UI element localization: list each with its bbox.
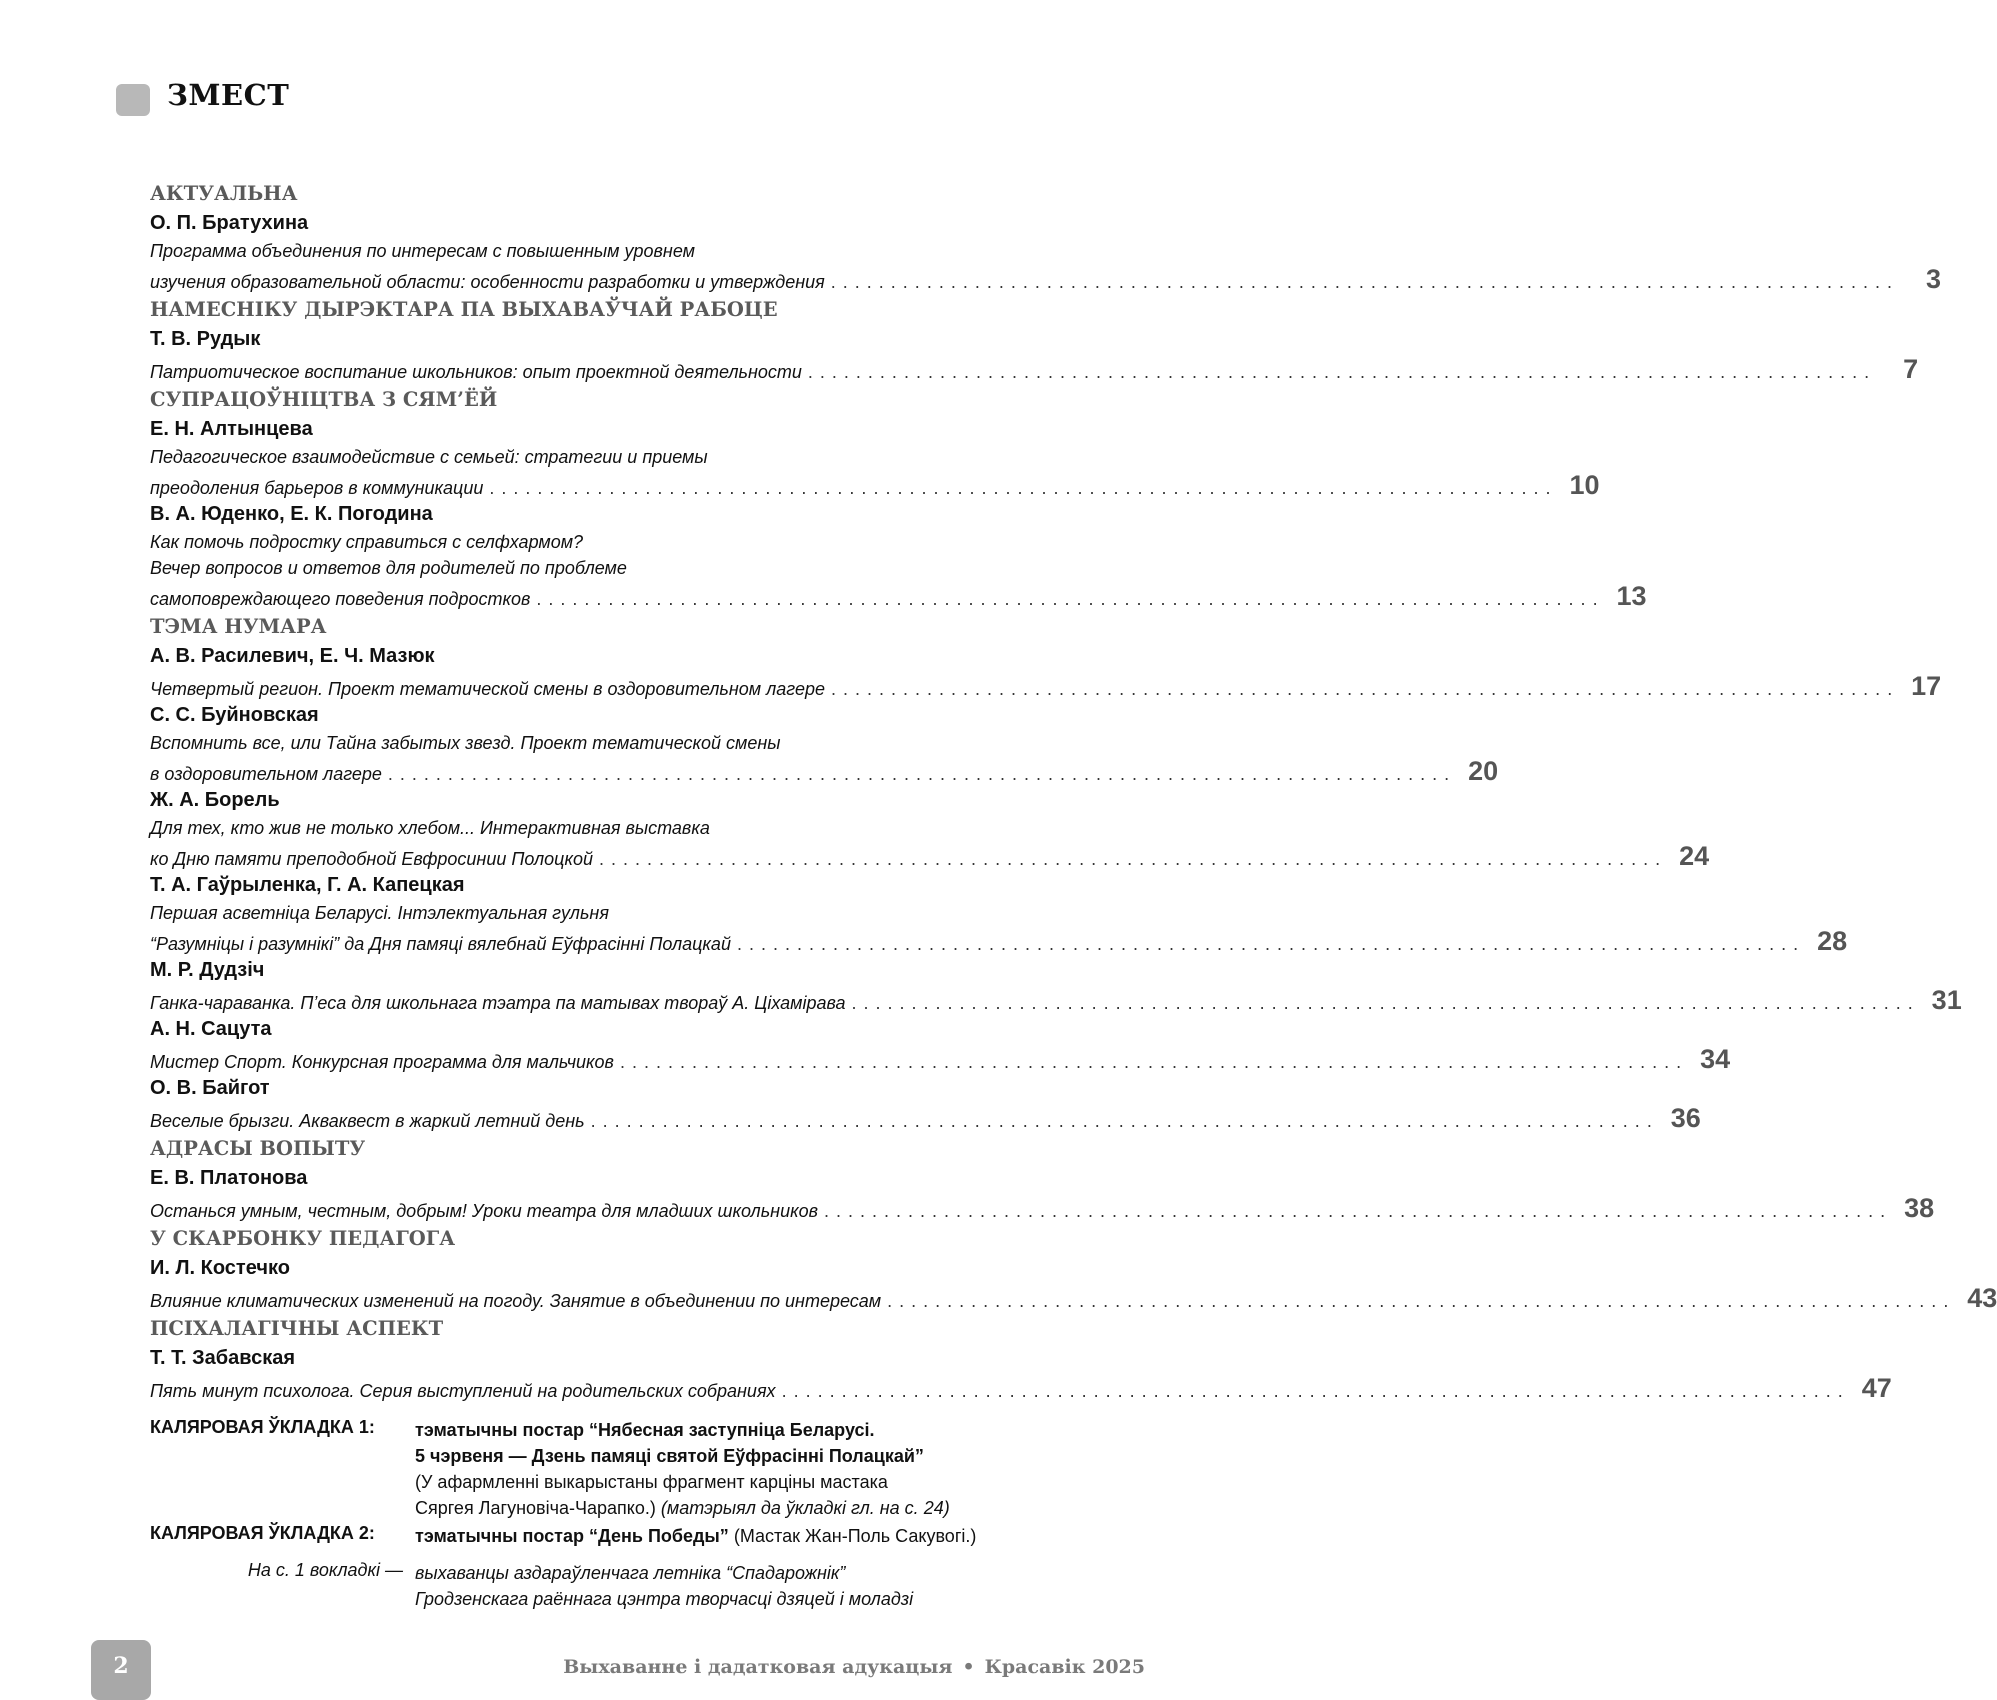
toc-entry-title-line — [150, 841, 1710, 871]
toc-entry-title-line: Вечер вопросов и ответов для родителей по проблеме — [150, 558, 627, 578]
toc-entry-page-number: 34 — [1700, 1044, 1731, 1074]
toc-entry — [150, 1254, 1997, 1313]
toc-entry-page-number: 47 — [1861, 1373, 1892, 1403]
dot-leader: . . . . . . . . . . . . . . . . . . . . . . . . . . . . . . . . . . . . . . . . . . . . . . . . . . . . . . . . . . . . . . . . . . . . . . . . . . . . . . . . . . . . . . . . . — [851, 993, 1914, 1013]
toc-section-heading: НАМЕСНІКУ ДЫРЭКТАРА ПА ВЫХАВАЎЧАЙ РАБОЦЕ — [150, 298, 778, 321]
toc-entry-title-line: Педагогическое взаимодействие с семьей: стратегии и приемы — [150, 447, 708, 467]
toc-entry-title-line — [150, 354, 1919, 384]
toc-entry-author: О. В. Байгот — [150, 1077, 270, 1099]
toc-entry-title-line: Першая асветніца Беларусі. Інтэлектуальная гульня — [150, 903, 609, 923]
toc-section-heading: ТЭМА НУМАРА — [150, 615, 327, 638]
toc-entry-author: О. П. Братухина — [150, 212, 309, 234]
toc-entry-title-line — [150, 1103, 1701, 1133]
color-insert-1-line — [415, 1495, 1140, 1521]
toc-entry — [150, 500, 1647, 611]
toc-entry-title-line: Как помочь подростку справиться с селфхармом? — [150, 532, 584, 552]
toc-entry-title-line: Для тех, кто жив не только хлебом... Интерактивная выставка — [150, 818, 710, 838]
dot-leader: . . . . . . . . . . . . . . . . . . . . . . . . . . . . . . . . . . . . . . . . . . . . . . . . . . . . . . . . . . . . . . . . . . . . . . . . . . . . . . . . . . . . . . . . . — [489, 478, 1552, 498]
dot-leader: . . . . . . . . . . . . . . . . . . . . . . . . . . . . . . . . . . . . . . . . . . . . . . . . . . . . . . . . . . . . . . . . . . . . . . . . . . . . . . . . . . . . . . . . . — [830, 272, 1893, 292]
color-insert-1-credit: Сяргея Лагуновіча-Чарапко.) — [415, 1498, 656, 1518]
toc-entry — [150, 1015, 1731, 1074]
color-insert-2 — [150, 1523, 1140, 1549]
toc-entry-title-line — [150, 671, 1942, 701]
toc-entry-page-number: 31 — [1931, 985, 1962, 1015]
toc-entry — [150, 871, 1848, 956]
color-insert-1-line: 5 чэрвеня — Дзень памяці святой Еўфрасінні Полацкай” — [415, 1446, 924, 1466]
toc-entry-title-text: Веселые брызги. Акваквест в жаркий летний день — [150, 1111, 585, 1131]
issue-date: Красавік 2025 — [984, 1656, 1145, 1678]
toc-entry-author: А. Н. Сацута — [150, 1018, 272, 1040]
footer-separator: • — [962, 1656, 975, 1678]
toc-entry-title-text: Патриотическое воспитание школьников: опыт проектной деятельности — [150, 362, 802, 382]
toc-entry-title-line — [150, 756, 1499, 786]
toc-entry-author: Ж. А. Борель — [150, 789, 280, 811]
color-insert-1-line: (У афармленні выкарыстаны фрагмент карціны мастака — [415, 1472, 888, 1492]
page-number: 2 — [113, 1653, 129, 1679]
toc-entry-title-line — [150, 470, 1600, 500]
cover-note-line: Гродзенскага раённага цэнтра творчасці дзяцей і моладзі — [415, 1589, 914, 1609]
toc-entry-title-text: Ганка-чараванка. П’еса для школьнага тэатра па матывах твораў А. Ціхамірава — [150, 993, 846, 1013]
toc-entry-author: М. Р. Дудзіч — [150, 959, 265, 981]
toc-section-heading: У СКАРБОНКУ ПЕДАГОГА — [150, 1227, 456, 1250]
dot-leader: . . . . . . . . . . . . . . . . . . . . . . . . . . . . . . . . . . . . . . . . . . . . . . . . . . . . . . . . . . . . . . . . . . . . . . . . . . . . . . . . . . . . . . . . . — [387, 764, 1451, 784]
toc-entry-author: Т. Т. Забавская — [150, 1347, 295, 1369]
toc-entry-author: Т. А. Гаўрыленка, Г. А. Капецкая — [150, 874, 465, 896]
toc-entry-page-number: 7 — [1903, 354, 1919, 384]
color-insert-2-label: КАЛЯРОВАЯ ЎКЛАДКА 2: — [150, 1523, 375, 1543]
cover-note-line: выхаванцы аздараўленчага летніка “Спадарожнік” — [415, 1563, 846, 1583]
toc-entry-page-number: 3 — [1925, 264, 1941, 294]
color-insert-1 — [150, 1417, 1140, 1521]
toc-entry-title-line — [150, 1373, 1892, 1403]
dot-leader: . . . . . . . . . . . . . . . . . . . . . . . . . . . . . . . . . . . . . . . . . . . . . . . . . . . . . . . . . . . . . . . . . . . . . . . . . . . . . . . . . . . . . . . . . — [590, 1111, 1653, 1131]
cover-note — [150, 1560, 1140, 1612]
toc-entry-title-text: самоповреждающего поведения подростков — [150, 589, 531, 609]
toc-entry-author: Т. В. Рудык — [150, 328, 261, 350]
toc-entry-title-text: “Разумніцы і разумнікі” да Дня памяці вялебнай Еўфрасінні Полацкай — [150, 934, 731, 954]
toc-entry — [150, 642, 1942, 701]
toc-entry — [150, 1344, 1892, 1403]
toc-entry-title-text: Останься умным, честным, добрым! Уроки театра для младших школьников — [150, 1201, 818, 1221]
running-footer — [563, 1656, 1145, 1678]
toc-entry-page-number: 28 — [1817, 926, 1848, 956]
toc-entry-author: В. А. Юденко, Е. К. Погодина — [150, 503, 433, 525]
toc-entry-title-text: изучения образовательной области: особенности разработки и утверждения — [150, 272, 825, 292]
cover-note-label: На с. 1 вокладкі — — [247, 1560, 403, 1580]
color-insert-2-credit: (Мастак Жан-Поль Сакувогі.) — [733, 1526, 977, 1546]
toc-entry-page-number: 38 — [1904, 1193, 1935, 1223]
toc-entry-author: С. С. Буйновская — [150, 704, 319, 726]
toc-entry-page-number: 17 — [1911, 671, 1942, 701]
dot-leader: . . . . . . . . . . . . . . . . . . . . . . . . . . . . . . . . . . . . . . . . . . . . . . . . . . . . . . . . . . . . . . . . . . . . . . . . . . . . . . . . . . . . . . . . . — [887, 1291, 1950, 1311]
toc-entry-title-text: Пять минут психолога. Серия выступлений на родительских собраниях — [150, 1381, 776, 1401]
section-marker-square — [116, 84, 150, 116]
toc-entry-page-number: 43 — [1967, 1283, 1997, 1313]
color-insert-2-line — [415, 1523, 1140, 1549]
toc-entry-title-text: в оздоровительном лагере — [150, 764, 382, 784]
toc-entry — [150, 415, 1600, 500]
toc-entry — [150, 701, 1499, 786]
toc-entry-title-line — [150, 926, 1848, 956]
toc-entry — [150, 1164, 1935, 1223]
toc-entry-title-text: преодоления барьеров в коммуникации — [150, 478, 484, 498]
toc-entry — [150, 209, 1941, 294]
toc-entry-author: А. В. Расилевич, Е. Ч. Мазюк — [150, 645, 435, 667]
toc-entry-title-text: Мистер Спорт. Конкурсная программа для мальчиков — [150, 1052, 614, 1072]
toc-entry-title-text: Четвертый регион. Проект тематической смены в оздоровительном лагере — [150, 679, 826, 699]
dot-leader: . . . . . . . . . . . . . . . . . . . . . . . . . . . . . . . . . . . . . . . . . . . . . . . . . . . . . . . . . . . . . . . . . . . . . . . . . . . . . . . . . . . . . . . . . — [536, 589, 1599, 609]
toc-entry-title-line — [150, 264, 1941, 294]
toc-entry-title-line — [150, 1283, 1997, 1313]
toc-entry-page-number: 10 — [1569, 470, 1600, 500]
toc-section-heading: СУПРАЦОЎНІЦТВА З СЯМ’ЁЙ — [150, 388, 498, 411]
toc-entry-page-number: 24 — [1679, 841, 1710, 871]
toc-entry — [150, 1074, 1701, 1133]
color-insert-2-title: тэматычны постар “День Победы” — [415, 1526, 729, 1546]
journal-title: Выхаванне і дадатковая адукацыя — [563, 1656, 953, 1678]
dot-leader: . . . . . . . . . . . . . . . . . . . . . . . . . . . . . . . . . . . . . . . . . . . . . . . . . . . . . . . . . . . . . . . . . . . . . . . . . . . . . . . . . . . . . . . . . — [807, 362, 1871, 382]
toc-entry-title-line — [150, 1044, 1731, 1074]
toc-section-heading: ПСІХАЛАГІЧНЫ АСПЕКТ — [150, 1317, 444, 1340]
toc-entry-author: Е. Н. Алтынцева — [150, 418, 313, 440]
dot-leader: . . . . . . . . . . . . . . . . . . . . . . . . . . . . . . . . . . . . . . . . . . . . . . . . . . . . . . . . . . . . . . . . . . . . . . . . . . . . . . . . . . . . . . . . . — [736, 934, 1800, 954]
toc-entry-author: Е. В. Платонова — [150, 1167, 308, 1189]
toc-entry — [150, 325, 1919, 384]
toc-entry-title-line — [150, 1193, 1935, 1223]
dot-leader: . . . . . . . . . . . . . . . . . . . . . . . . . . . . . . . . . . . . . . . . . . . . . . . . . . . . . . . . . . . . . . . . . . . . . . . . . . . . . . . . . . . . . . . . . — [824, 1201, 1887, 1221]
toc-entry-page-number: 20 — [1468, 756, 1499, 786]
toc-entry-title-line — [150, 581, 1647, 611]
toc-entry-page-number: 13 — [1616, 581, 1647, 611]
dot-leader: . . . . . . . . . . . . . . . . . . . . . . . . . . . . . . . . . . . . . . . . . . . . . . . . . . . . . . . . . . . . . . . . . . . . . . . . . . . . . . . . . . . . . . . . . — [599, 849, 1662, 869]
toc-entry-title-text: Влияние климатических изменений на погоду. Занятие в объединении по интересам — [150, 1291, 882, 1311]
page-title: ЗМЕСТ — [167, 78, 290, 112]
toc-entry-author: И. Л. Костечко — [150, 1257, 290, 1279]
table-of-contents — [150, 178, 1997, 1403]
toc-entry-title-line: Программа объединения по интересам с повышенным уровнем — [150, 241, 695, 261]
toc-section-heading: АКТУАЛЬНА — [150, 182, 298, 205]
toc-section-heading: АДРАСЫ ВОПЫТУ — [150, 1137, 366, 1160]
color-insert-1-line: тэматычны постар “Нябесная заступніца Беларусі. — [415, 1420, 875, 1440]
dot-leader: . . . . . . . . . . . . . . . . . . . . . . . . . . . . . . . . . . . . . . . . . . . . . . . . . . . . . . . . . . . . . . . . . . . . . . . . . . . . . . . . . . . . . . . . . — [831, 679, 1894, 699]
toc-entry-title-text: ко Дню памяти преподобной Евфросинии Полоцкой — [150, 849, 593, 869]
toc-entry-title-line — [150, 985, 1962, 1015]
color-insert-1-reference: (матэрыял да ўкладкі гл. на с. 24) — [660, 1498, 950, 1518]
toc-entry-page-number: 36 — [1670, 1103, 1701, 1133]
color-insert-1-label: КАЛЯРОВАЯ ЎКЛАДКА 1: — [150, 1417, 375, 1437]
dot-leader: . . . . . . . . . . . . . . . . . . . . . . . . . . . . . . . . . . . . . . . . . . . . . . . . . . . . . . . . . . . . . . . . . . . . . . . . . . . . . . . . . . . . . . . . . — [781, 1381, 1844, 1401]
dot-leader: . . . . . . . . . . . . . . . . . . . . . . . . . . . . . . . . . . . . . . . . . . . . . . . . . . . . . . . . . . . . . . . . . . . . . . . . . . . . . . . . . . . . . . . . . — [619, 1052, 1683, 1072]
toc-entry — [150, 956, 1962, 1015]
toc-entry — [150, 786, 1710, 871]
toc-entry-title-line: Вспомнить все, или Тайна забытых звезд. Проект тематической смены — [150, 733, 781, 753]
